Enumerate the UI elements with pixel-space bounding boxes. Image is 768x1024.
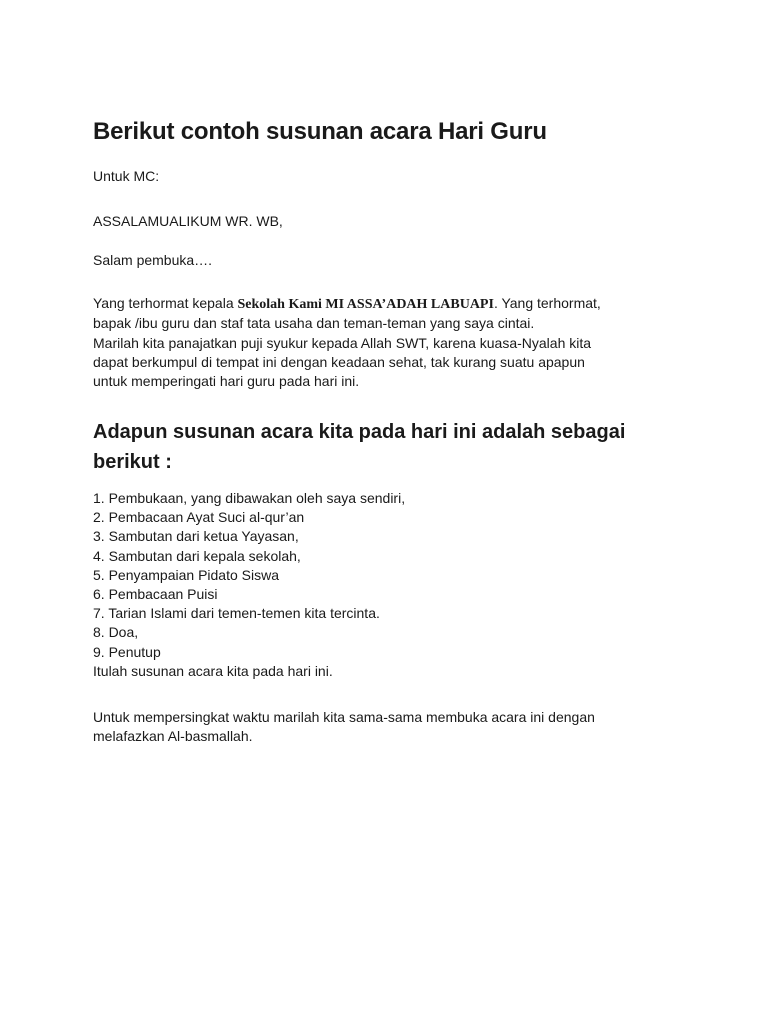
greeting-text: ASSALAMUALIKUM WR. WB,: [93, 213, 283, 229]
intro-line-5: untuk memperingati hari guru pada hari ini.: [93, 373, 360, 390]
intro-paragraph: [93, 294, 673, 391]
intro-prefix: Yang terhormat kepala: [93, 295, 238, 311]
agenda-item: 6. Pembacaan Puisi: [93, 586, 218, 603]
closing-line-1: Untuk mempersingkat waktu marilah kita sama-sama membuka acara ini dengan: [93, 709, 595, 725]
opening-text: Salam pembuka….: [93, 252, 213, 268]
agenda-item: 5. Penyampaian Pidato Siswa: [93, 566, 279, 583]
agenda-heading: [93, 417, 673, 477]
intro-suffix: . Yang terhormat,: [493, 295, 601, 311]
closing-line-2: melafazkan Al-basmallah.: [93, 728, 253, 745]
agenda-item: 1. Pembukaan, yang dibawakan oleh saya sendiri,: [93, 490, 406, 506]
agenda-heading-line-2: berikut :: [93, 451, 172, 473]
intro-line-2: bapak /ibu guru dan staf tata usaha dan teman-teman yang saya cintai.: [93, 315, 535, 332]
for-mc-label: Untuk MC:: [93, 168, 160, 184]
intro-line-1: [93, 294, 673, 314]
document-title: Berikut contoh susunan acara Hari Guru: [93, 118, 547, 145]
closing-paragraph: [93, 708, 673, 747]
agenda-item: 2. Pembacaan Ayat Suci al-qur’an: [93, 509, 305, 526]
agenda-closing: Itulah susunan acara kita pada hari ini.: [93, 662, 333, 679]
agenda-list: [93, 489, 405, 681]
agenda-item: 8. Doa,: [93, 624, 139, 641]
agenda-item: 7. Tarian Islami dari temen-temen kita tercinta.: [93, 605, 380, 622]
agenda-item: 4. Sambutan dari kepala sekolah,: [93, 547, 301, 564]
intro-line-4: dapat berkumpul di tempat ini dengan keadaan sehat, tak kurang suatu apapun: [93, 353, 585, 370]
agenda-item: 9. Penutup: [93, 643, 161, 660]
agenda-item: 3. Sambutan dari ketua Yayasan,: [93, 528, 299, 545]
agenda-heading-line-1: Adapun susunan acara kita pada hari ini adalah sebagai: [93, 421, 626, 443]
school-name: Sekolah Kami MI ASSA’ADAH LABUAPI: [237, 297, 494, 312]
intro-line-3: Marilah kita panajatkan puji syukur kepada Allah SWT, karena kuasa-Nyalah kita: [93, 334, 592, 351]
